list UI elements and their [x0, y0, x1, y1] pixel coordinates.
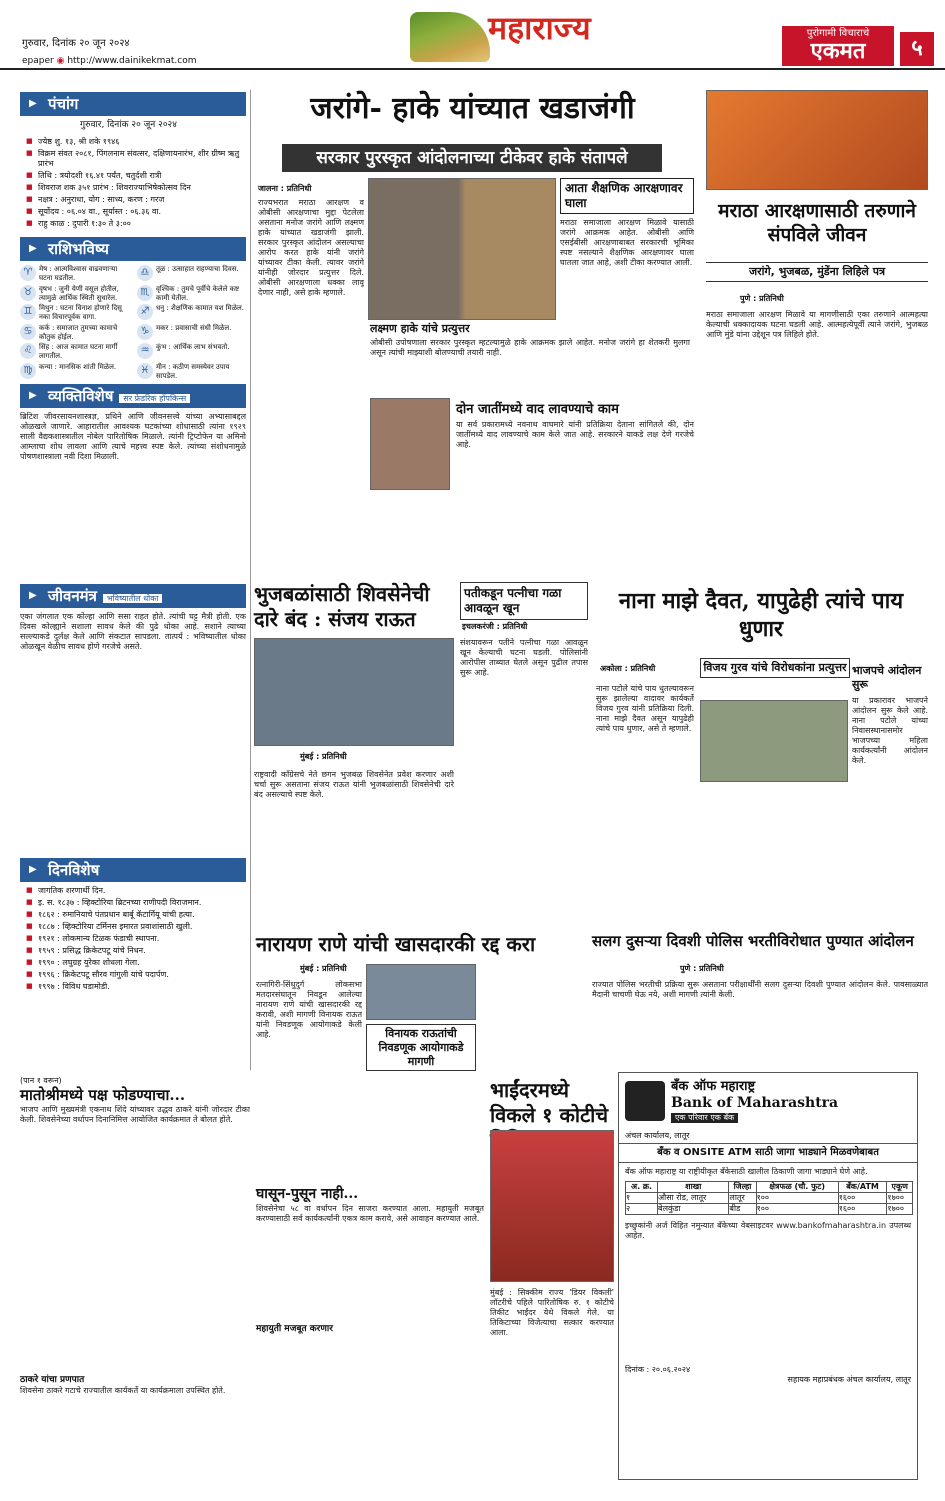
- rane-headline: नारायण राणे यांची खासदारकी रद्द करा: [256, 932, 536, 956]
- zodiac-icon: ♋: [20, 324, 36, 340]
- panchang-item: ■ नक्षत्र : अनुराधा, योग : साध्य, करण : गरज: [38, 195, 242, 205]
- ghasun-headline: घासून-पुसून नाही...: [256, 1186, 359, 1202]
- vyakti-title: व्यक्तिविशेष: [48, 387, 114, 406]
- vaghmare-photo: [370, 398, 450, 490]
- bank-signatory: सहायक महाप्रबंधक अंचल कार्यालय, लातूर: [787, 1375, 911, 1385]
- brand-name: एकमत: [810, 38, 866, 64]
- dinvishesh-item: ■ १९९६ : क्रिकेटपटू सौरव गांगुली यांचे पदार्पण.: [38, 970, 242, 980]
- bjp-title: भाजपचे आंदोलन सुरू: [852, 664, 922, 691]
- lead-caption-body: ओबीसी उपोषणाला सरकार पुरस्कृत म्हटल्यामुळे हाके आक्रमक झाले आहेत. मनोज जरांगे हा शेतकरी मुलगा असून त्यांची माझ्याशी बोलण्याची तयारी नाही.: [370, 338, 690, 357]
- dinvishesh-item: ■ १९२१ : लोकमान्य टिळक फंडाची स्थापना.: [38, 934, 242, 944]
- dinvishesh-item: ■ जागतिक शरणार्थी दिन.: [38, 886, 242, 896]
- epaper-label: epaper: [22, 56, 54, 66]
- nana-box: विजय गुरव यांचे विरोधकांना प्रत्युत्तर: [700, 658, 850, 678]
- rashi-item: ♏ वृश्चिक : तुमचे पूर्वीचे केलेले कष्ट कामी येतील.: [137, 285, 246, 303]
- bank-notice-title: बँक व ONSITE ATM साठी जागा भाड्याने मिळवणेबाबत: [619, 1143, 917, 1164]
- edu-box: [560, 178, 694, 358]
- maratha-photo: [706, 90, 928, 190]
- landscape-logo-image: [410, 12, 490, 62]
- globe-icon: ◉: [56, 56, 65, 66]
- panchang-title: पंचांग: [48, 95, 79, 113]
- bhujbal-body: राष्ट्रवादी काँग्रेसचे नेते छगन भुजबळ शिवसेनेत प्रवेश करणार अशी चर्चा सुरू असताना संजय राऊत यांनी भुजबळांसाठी शिवसेनेची दारे बंद असल्याचे स्पष्ट केले.: [254, 770, 454, 799]
- bank-logo-icon: [625, 1081, 665, 1121]
- nana-photo: [700, 700, 848, 782]
- matashri-subhead: ठाकरे यांचा प्रणपात: [20, 1374, 85, 1385]
- matashri-body2: शिवसेना ठाकरे गटाचे राज्यातील कार्यकर्ते या कार्यक्रमाला उपस्थित होते.: [20, 1386, 226, 1395]
- dinvishesh-list: [20, 882, 246, 998]
- rashi-grid: [20, 261, 246, 384]
- panchang-item: ■ तिथि : त्रयोदशी १६.४१ पर्यंत, चतुर्दशी रात्री: [38, 171, 242, 181]
- lead-dateline: जालना : प्रतिनिधी: [258, 184, 312, 193]
- zodiac-icon: ♉: [20, 285, 36, 301]
- dinvishesh-title: दिनविशेष: [48, 861, 100, 880]
- dinvishesh-item: ■ १९९० : लघुग्रह युरेका शोधला गेला.: [38, 958, 242, 968]
- lead-subhead: सरकार पुरस्कृत आंदोलनाच्या टीकेवर हाके संतापले: [282, 144, 662, 172]
- twocaste-title: दोन जातींमध्ये वाद लावण्याचे काम: [456, 402, 619, 417]
- matashri-headline: मातोश्रीमध्ये पक्ष फोडण्याचा...: [20, 1086, 186, 1104]
- panchang-item: ■ शिवराज शक ३५१ प्रारंभ : शिवराज्याभिषेकोत्सव दिन: [38, 183, 242, 193]
- bank-footer: इच्छुकांनी अर्ज विहित नमुन्यात बँकेच्या वेबसाइटवर www.bankofmaharashtra.in उपलब्ध आहेत.: [625, 1221, 911, 1241]
- lead-photo: [368, 178, 556, 320]
- rane-box: विनायक राऊतांची निवडणूक आयोगाकडे मागणी: [366, 1024, 476, 1071]
- bhujbal-headline: भुजबळांसाठी शिवसेनेची दारे बंद : संजय राऊत: [254, 582, 430, 631]
- rashi-item: ♈ मेष : आत्मविश्वास वाढवणाऱ्या घटना घडतील.: [20, 265, 129, 283]
- ticket-body: मुंबई : सिक्कीम राज्य 'डियर विकली' लॉटरीचे पहिले पारितोषिक रु. १ कोटीचे तिकीट भाईंदर येथे विकले गेले. या तिकिटाच्या विजेत्याचा सत्कार करण्यात आला.: [490, 1288, 614, 1337]
- police-body: राज्यात पोलिस भरतीची प्रक्रिया सुरू असताना परीक्षार्थींनी सलग दुसऱ्या दिवशी पुण्यात आंदोलन केले. पावसाळ्यात मैदानी चाचणी घेऊ नये, अशी मागणी त्यांनी केली.: [592, 980, 928, 999]
- column-rule: [250, 90, 251, 1070]
- ticket-headline: भाईंदरमध्ये विकले १ कोटीचे: [490, 1078, 609, 1127]
- zodiac-icon: ♑: [137, 324, 153, 340]
- rashi-item: ♐ धनु : शैक्षणिक कामात यश मिळेल.: [137, 304, 246, 322]
- rashi-title: राशिभविष्य: [48, 240, 109, 259]
- page-number: ५: [900, 32, 934, 66]
- vyakti-body: ब्रिटिश जीवरसायनशास्त्रज्ञ, प्रथिने आणि जीवनसत्त्वे यांच्या अभ्यासाबद्दल ओळखले जाणारे. आहारातील आवश्यक घटकांच्या शोधासाठी त्यांना १९२९ साली वैद्यकशास्त्रातील नोबेल पारितोषिक मिळाले. त्यांनी ट्रिप्टोफेन या अमिनो आम्लाचा शोध लावला आणि त्याचे महत्त्व स्पष्ट केले. त्यांच्या संशोधनामुळे पोषणशास्त्राला नवी दिशा मिळाली.: [20, 412, 246, 462]
- brand-tag: [782, 26, 894, 66]
- matashri-story: [20, 1076, 250, 1446]
- maratha-body: मराठा समाजाला आरक्षण मिळावे या मागणीसाठी एका तरुणाने आत्महत्या केल्याची धक्कादायक घटना घडली आहे. आत्महत्येपूर्वी त्याने जरांगे, भुजबळ आणि मुंडे यांना उद्देशून पत्र लिहिले होते.: [706, 310, 928, 339]
- rashi-item: ♒ कुंभ : आर्थिक लाभ संभवतो.: [137, 343, 246, 361]
- issue-date: गुरुवार, दिनांक २० जून २०२४: [22, 38, 130, 49]
- zodiac-icon: ♐: [137, 304, 153, 320]
- zodiac-icon: ♊: [20, 304, 36, 320]
- left-column: [20, 92, 246, 998]
- continued-label: (पान १ वरून): [20, 1076, 62, 1085]
- nana-dateline: अकोला : प्रतिनिधी: [600, 664, 656, 673]
- ghasun-subhead: महायुती मजबूत करणार: [256, 1323, 333, 1334]
- zodiac-icon: ♈: [20, 265, 36, 281]
- panchang-item: ■ सूर्योदय : ०६.०४ वा., सूर्यास्त : ०६.३६ वा.: [38, 207, 242, 217]
- epaper-url: http://www.dainikekmat.com: [67, 56, 197, 66]
- rashi-item: ♊ मिथुन : घटना विनाश होणारे दिसू नका विचारपूर्वक वागा.: [20, 304, 129, 322]
- rashi-item: ♎ तूळ : उत्साहात राहण्याचा दिवस.: [137, 265, 246, 283]
- dinvishesh-item: ■ १८८७ : व्हिक्टोरिया टर्मिनस इमारत प्रवाशांसाठी खुली.: [38, 922, 242, 932]
- maratha-subhead: जरांगे, भुजबळ, मुंडेंना लिहिले पत्र: [706, 262, 928, 282]
- police-dateline: पुणे : प्रतिनिधी: [680, 964, 724, 973]
- jeevan-title: जीवनमंत्र: [48, 587, 97, 606]
- husband-headline: पतीकडून पत्नीचा गळा आवळून खून: [460, 582, 588, 620]
- zodiac-icon: ♒: [137, 343, 153, 359]
- table-header-row: अ. क्र. शाखा जिल्हा क्षेत्रफळ (चौ. फुट) बँक/ATM एकूण: [626, 1182, 913, 1193]
- bank-header: [619, 1073, 917, 1129]
- jeevan-body: एका जंगलात एक कोल्हा आणि ससा राहत होते. त्यांची घट्ट मैत्री होती. एक दिवस कोल्ह्याने सशाला सावध केले की पुढे धोका आहे. सशाने त्याच्या सल्ल्याकडे दुर्लक्ष केले आणि संकटात सापडला. तात्पर्य : भविष्यातील धोका ओळखून वेळीच सावध होणे गरजेचे असते.: [20, 612, 246, 652]
- ghasun-body: शिवसेनेचा ५८ वा वर्धापन दिन साजरा करण्यात आला. महायुती मजबूत करण्यासाठी सर्व कार्यकर्त्यांनी एकत्र काम करावे, असे आवाहन करण्यात आले.: [256, 1203, 484, 1223]
- masthead: [0, 0, 945, 70]
- rane-photo: [366, 964, 476, 1020]
- ticket-photo: [490, 1130, 614, 1282]
- zodiac-icon: ♍: [20, 363, 36, 379]
- tagline-top: पुरोगामी विचाराचे: [806, 28, 870, 39]
- section-name: महाराज्य: [488, 9, 591, 47]
- dinvishesh-item: ■ १८६२ : रुमानियाचे पंतप्रधान बार्बू कॅटार्गियू यांची हत्या.: [38, 910, 242, 920]
- bjp-body: या प्रकारावर भाजपने आंदोलन सुरू केले आहे. नाना पटोले यांच्या निवासस्थानासमोर भाजपच्या महिला कार्यकर्त्यांनी आंदोलन केले.: [852, 696, 928, 765]
- panchang-list: [20, 133, 246, 235]
- bhujbal-photo: [254, 638, 454, 746]
- matashri-body: भाजप आणि मुख्यमंत्री एकनाथ शिंदे यांच्यावर उद्धव ठाकरे यांनी जोरदार टीका केली. शिवसेनेच्या वर्धापन दिनानिमित्त आयोजित कार्यक्रमात ते बोलत होते.: [20, 1104, 250, 1124]
- bank-date: दिनांक : २०.०६.२०२४: [625, 1365, 691, 1375]
- panchang-header: [20, 92, 246, 116]
- rane-body: रत्नागिरी-सिंधुदुर्ग लोकसभा मतदारसंघातून निवडून आलेल्या नारायण राणे यांची खासदारकी रद्द करावी, अशी मागणी विनायक राऊत यांनी निवडणूक आयोगाकडे केली आहे.: [256, 980, 362, 1039]
- zodiac-icon: ♌: [20, 343, 36, 359]
- nana-headline: नाना माझे दैवत, यापुढेही त्यांचे पाय धुणार: [618, 588, 904, 642]
- rashi-item: ♓ मीन : कठीण समस्येवर उपाय सापडेल.: [137, 363, 246, 381]
- panchang-date: गुरुवार, दिनांक २० जून २०२४: [80, 120, 177, 130]
- rashi-item: ♌ सिंह : आज कामात घटना मार्गी लागतील.: [20, 343, 129, 361]
- zodiac-icon: ♓: [137, 363, 153, 379]
- dinvishesh-item: ■ १९९७ : विविध घडामोडी.: [38, 982, 242, 992]
- edu-body: मराठा समाजाला आरक्षण मिळावे यासाठी जरांगे आक्रमक आहेत. ओबीसी आणि एसईबीसी आरक्षणाबाबत सरकारची भूमिका स्पष्ट नसल्याने शैक्षणिक आरक्षणावर घाला घातला जात आहे, अशी टीका करण्यात आली.: [560, 218, 694, 267]
- edu-title: आता शैक्षणिक आरक्षणावर घाला: [560, 178, 694, 214]
- husband-dateline: इचलकरंजी : प्रतिनिधी: [462, 622, 528, 631]
- rashi-item: ♉ वृषभ : जुनी येणी वसूल होतील, त्यामुळे आर्थिक स्थिती सुधारेल.: [20, 285, 129, 303]
- vyakti-header: [20, 384, 246, 408]
- section-logo: [410, 4, 610, 66]
- dinvishesh-header: [20, 858, 246, 882]
- zodiac-icon: ♎: [137, 265, 153, 281]
- dinvishesh-item: ■ १९५९ : प्रसिद्ध क्रिकेटपटू यांचे निधन.: [38, 946, 242, 956]
- table-row: २ बेलकुंडा बीड १०० १६०० १७००: [626, 1204, 913, 1215]
- maratha-headline: मराठा आरक्षणासाठी तरुणाने संपविले जीवन: [718, 200, 916, 246]
- lead-caption: लक्ष्मण हाके यांचे प्रत्युत्तर: [370, 322, 470, 335]
- twocaste-body: या सर्व प्रकारामध्ये नवनाथ वाघमारे यांनी प्रतिक्रिया देताना सांगितले की, दोन जातींमध्ये वाद लावण्याचे काम केले जात आहे. सरकारने याकडे लक्ष देणे गरजेचे आहे.: [456, 420, 694, 449]
- jeevan-subtitle: भविष्यातील धोका: [103, 594, 163, 603]
- bank-name-mr: बँक ऑफ महाराष्ट्र: [671, 1079, 756, 1094]
- bank-tagline: एक परिवार एक बँक: [671, 1113, 738, 1123]
- bank-advertisement: [618, 1072, 918, 1480]
- dinvishesh-item: ■ इ. स. १८३७ : व्हिक्टोरिया ब्रिटनच्या राणीपदी विराजमान.: [38, 898, 242, 908]
- table-row: १ औसा रोड, लातूर लातूर १०० १६०० १७००: [626, 1193, 913, 1204]
- bank-name-en: Bank of Maharashtra: [671, 1095, 839, 1112]
- husband-body: संशयावरून पतीने पत्नीचा गळा आवळून खून केल्याची घटना घडली. पोलिसांनी आरोपीस ताब्यात घेतले असून पुढील तपास सुरू आहे.: [460, 638, 588, 677]
- bhujbal-dateline: मुंबई : प्रतिनिधी: [300, 752, 347, 761]
- maratha-dateline: पुणे : प्रतिनिधी: [740, 294, 784, 303]
- rashi-header: [20, 237, 246, 261]
- zodiac-icon: ♏: [137, 285, 153, 301]
- police-headline: सलग दुसऱ्या दिवशी पोलिस भरतीविरोधात पुण्यात आंदोलन: [592, 932, 914, 950]
- bank-office: अंचल कार्यालय, लातूर: [625, 1130, 690, 1140]
- lead-headline: जरांगे- हाके यांच्यात खडाजंगी: [310, 91, 635, 126]
- rashi-item: ♑ मकर : प्रवासाची संधी मिळेल.: [137, 324, 246, 342]
- rane-dateline: मुंबई : प्रतिनिधी: [300, 964, 347, 973]
- ghasun-story: [256, 1076, 484, 1335]
- lead-body: राज्यभरात मराठा आरक्षण व ओबीसी आरक्षणाचा मुद्दा पेटलेला असताना मनोज जरांगे आणि लक्ष्मण हाके यांच्यात खडाजंगी झाली. सरकार पुरस्कृत आंदोलन असल्याचा आरोप करत हाके यांनी जरांगे यांच्यावर टीका केली. त्यावर जरांगे यांनीही जोरदार प्रत्युत्तर दिले. ओबीसी आरक्षणाला धक्का लावू देणार नाही, असे हाके म्हणाले.: [258, 198, 364, 297]
- bank-table: [625, 1181, 913, 1215]
- panchang-item: ■ ज्येष्ठ शु. १३, श्री शके १९४६: [38, 137, 242, 147]
- bank-intro: बँक ऑफ महाराष्ट्र या राष्ट्रीयीकृत बँकेसाठी खालील ठिकाणी जागा भाड्याने घेणे आहे.: [625, 1167, 868, 1177]
- panchang-item: ■ विक्रम संवत २०८१, पिंगलनाम संवत्सर, दक्षिणायनारंभ, शीर ग्रीष्म ऋतु प्रारंभ: [38, 149, 242, 169]
- epaper-link[interactable]: [22, 56, 196, 67]
- rashi-item: ♋ कर्क : समाजात तुमच्या कामाचे कौतुक होईल.: [20, 324, 129, 342]
- vyakti-subtitle: सर फ्रेडरिक हॉपकिन्स: [119, 394, 190, 403]
- jeevan-header: [20, 584, 246, 608]
- rashi-item: ♍ कन्या : मानसिक शांती मिळेल.: [20, 363, 129, 381]
- nana-body: नाना पटोले यांचे पाय धुतल्यावरून सुरू झालेल्या वादावर कार्यकर्ते विजय गुरव यांनी प्रतिक्रिया दिली. नाना माझे दैवत असून यापुढेही त्यांचे पाय धुणार, असे ते म्हणाले.: [596, 684, 694, 733]
- panchang-item: ■ राहु काळ : दुपारी १:३० ते ३:००: [38, 219, 242, 229]
